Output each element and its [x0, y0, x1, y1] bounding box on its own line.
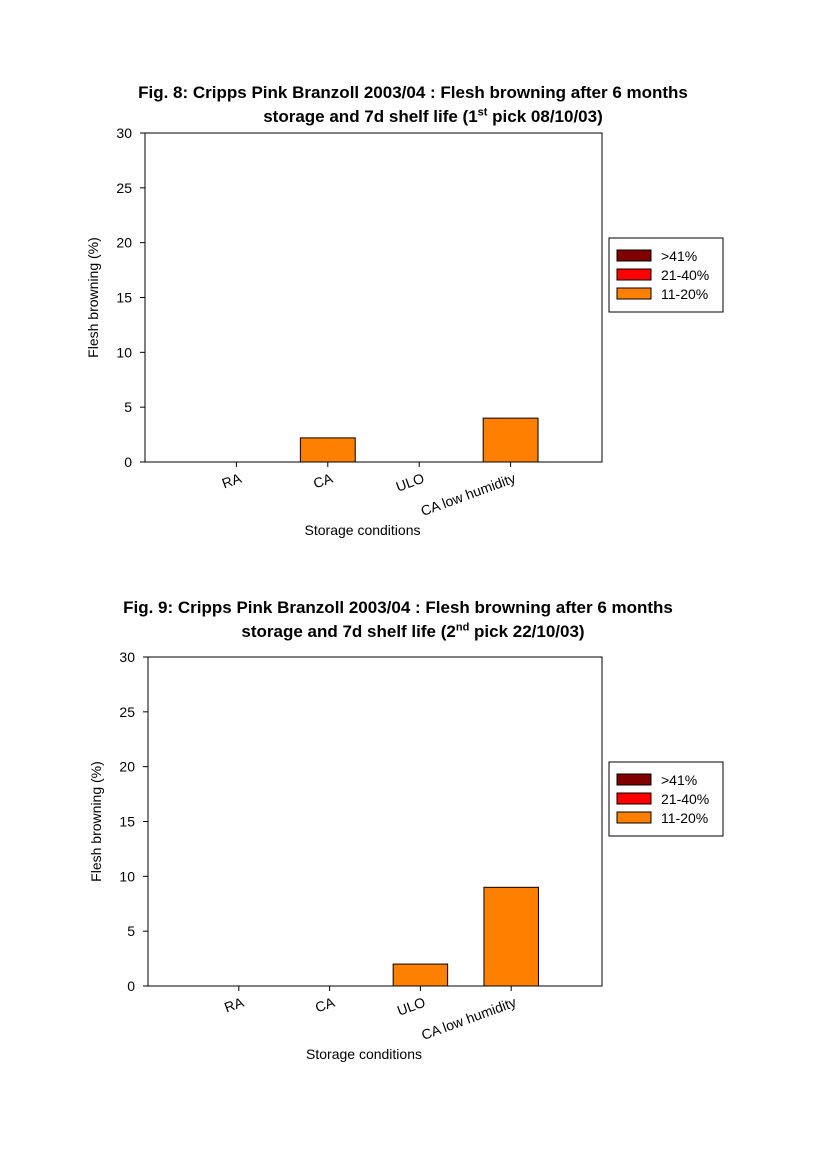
y-tick-label: 5 [127, 923, 135, 940]
y-tick-label: 10 [119, 868, 135, 885]
figure-9-title-line2-post: pick 22/10/03) [469, 622, 585, 641]
legend-label: >41% [661, 772, 698, 788]
plot-frame [145, 133, 602, 462]
x-axis-label: Storage conditions [306, 1046, 422, 1062]
y-tick-label: 0 [127, 978, 135, 994]
legend-label: >41% [661, 248, 698, 264]
legend-swatch [617, 288, 651, 299]
y-tick-label: 30 [119, 649, 135, 665]
x-tick-label: CA low humidity [419, 993, 519, 1043]
bar [393, 964, 447, 986]
bar [484, 887, 538, 986]
y-tick-label: 0 [124, 454, 132, 470]
x-tick-label: CA [312, 993, 337, 1016]
legend-label: 11-20% [661, 286, 709, 302]
figure-9-title-line1: Fig. 9: Cripps Pink Branzoll 2003/04 : Flesh browning after 6 months [123, 598, 673, 617]
figure-9-title [0, 596, 826, 644]
y-tick-label: 15 [119, 813, 135, 830]
y-tick-label: 10 [116, 344, 132, 361]
figure-9-title-line2-pre: storage and 7d shelf life (2 [241, 622, 456, 641]
legend-swatch [617, 250, 651, 261]
figure-8-title-sup: st [477, 106, 488, 119]
y-tick-label: 25 [116, 179, 132, 196]
bar [300, 438, 355, 462]
figure-8-chart [0, 125, 826, 545]
legend-swatch [617, 793, 651, 804]
y-tick-label: 20 [116, 234, 132, 251]
y-tick-label: 30 [116, 125, 132, 141]
y-axis-label: Flesh browning (%) [88, 761, 104, 882]
legend-swatch [617, 774, 651, 785]
figure-8-title [0, 81, 826, 129]
figure-9-title-sup: nd [455, 621, 470, 634]
legend-label: 11-20% [661, 810, 709, 826]
y-axis-label: Flesh browning (%) [85, 237, 101, 358]
legend-swatch [617, 812, 651, 823]
x-tick-label: CA low humidity [418, 469, 518, 519]
figure-9-title-line2 [0, 620, 826, 644]
x-axis-label: Storage conditions [304, 522, 421, 538]
figure-8-title-line1: Fig. 8: Cripps Pink Branzoll 2003/04 : Flesh browning after 6 months [138, 83, 688, 102]
legend-label: 21-40% [661, 267, 710, 283]
figure-8-title-line2-post: pick 08/10/03) [487, 107, 603, 126]
legend-label: 21-40% [661, 791, 710, 807]
x-tick-label: ULO [394, 993, 428, 1019]
y-tick-label: 5 [124, 399, 132, 416]
bar [483, 418, 538, 462]
y-tick-label: 25 [119, 703, 135, 720]
x-tick-label: CA [311, 469, 335, 492]
x-tick-label: RA [219, 469, 244, 492]
figure-8-title-line2-pre: storage and 7d shelf life (1 [263, 107, 478, 126]
y-tick-label: 20 [119, 758, 135, 775]
legend-swatch [617, 269, 651, 280]
figure-9-chart [0, 645, 826, 1065]
x-tick-label: RA [222, 993, 246, 1016]
y-tick-label: 15 [116, 289, 132, 306]
x-tick-label: ULO [393, 469, 427, 495]
